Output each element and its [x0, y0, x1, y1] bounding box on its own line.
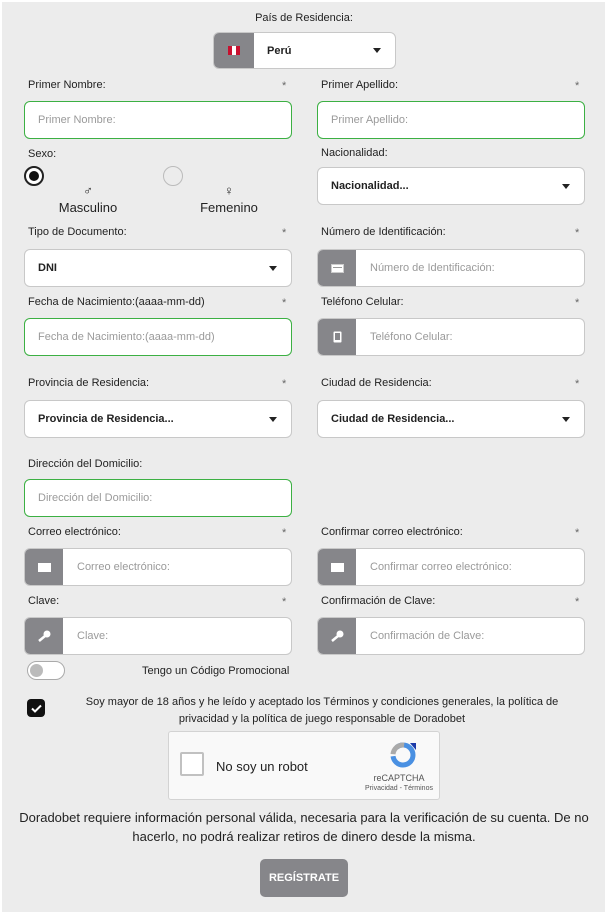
- fecha-nacimiento-field[interactable]: [24, 318, 292, 356]
- peru-flag-icon: [214, 33, 254, 68]
- tipo-documento-value: DNI: [38, 262, 57, 274]
- numero-identificacion-required-mark: *: [575, 227, 580, 239]
- confirmacion-clave-input[interactable]: [356, 618, 584, 654]
- register-button[interactable]: REGÍSTRATE: [260, 859, 348, 897]
- envelope-icon: [25, 549, 63, 585]
- recaptcha-label: No soy un robot: [216, 759, 308, 774]
- primer-nombre-label: Primer Nombre:: [28, 79, 106, 91]
- id-card-icon: [318, 250, 356, 286]
- country-select[interactable]: [213, 32, 396, 69]
- clave-field[interactable]: [24, 617, 292, 655]
- radio-masculino[interactable]: [24, 166, 44, 186]
- chevron-down-icon: [269, 266, 277, 271]
- chevron-down-icon: [562, 184, 570, 189]
- primer-apellido-required-mark: *: [575, 80, 580, 92]
- fecha-nacimiento-input[interactable]: [25, 319, 291, 355]
- sex-label: Sexo:: [28, 148, 57, 160]
- confirmacion-clave-required-mark: *: [575, 596, 580, 608]
- terms-text: [82, 694, 562, 728]
- primer-apellido-input[interactable]: [318, 102, 584, 138]
- notice-line-1: Doradobet requiere información personal válida, necesaria para la verificación de su cuenta. De no: [19, 810, 589, 825]
- confirmacion-clave-field[interactable]: [317, 617, 585, 655]
- numero-identificacion-field[interactable]: [317, 249, 585, 287]
- numero-identificacion-label: Número de Identificación:: [321, 226, 446, 238]
- envelope-icon: [318, 549, 356, 585]
- provincia-value: Provincia de Residencia...: [38, 413, 174, 425]
- ciudad-value: Ciudad de Residencia...: [331, 413, 455, 425]
- confirmar-correo-field[interactable]: [317, 548, 585, 586]
- numero-identificacion-input[interactable]: [356, 250, 584, 286]
- tipo-documento-label: Tipo de Documento:: [28, 226, 127, 238]
- clave-required-mark: *: [282, 596, 287, 608]
- recaptcha-links[interactable]: Privacidad - Términos: [365, 785, 433, 792]
- direccion-label: Dirección del Domicilio:: [28, 458, 143, 470]
- radio-femenino[interactable]: [163, 166, 183, 186]
- fecha-nacimiento-label: Fecha de Nacimiento:(aaaa-mm-dd): [28, 296, 205, 308]
- country-value: Perú: [267, 44, 292, 57]
- phone-icon: [318, 319, 356, 355]
- telefono-celular-field[interactable]: [317, 318, 585, 356]
- clave-label: Clave:: [28, 595, 60, 607]
- nacionalidad-value: Nacionalidad...: [331, 180, 409, 192]
- confirmar-correo-label: Confirmar correo electrónico:: [321, 526, 463, 538]
- chevron-down-icon: [562, 417, 570, 422]
- tipo-documento-select[interactable]: [24, 249, 292, 287]
- direccion-field[interactable]: [24, 479, 292, 517]
- terms-checkbox[interactable]: [27, 699, 45, 717]
- confirmar-correo-required-mark: *: [575, 527, 580, 539]
- recaptcha-widget: [168, 731, 440, 800]
- telefono-celular-label: Teléfono Celular:: [321, 296, 404, 308]
- male-icon: ♂: [83, 183, 93, 198]
- key-icon: [318, 618, 356, 654]
- nacionalidad-select[interactable]: [317, 167, 585, 205]
- primer-nombre-required-mark: *: [282, 80, 287, 92]
- terms-line-1: Soy mayor de 18 años y he leído y aceptado los Términos y condiciones generales, la política de: [85, 696, 559, 708]
- notice-text: [10, 808, 598, 846]
- promo-toggle[interactable]: [27, 661, 65, 680]
- telefono-celular-input[interactable]: [356, 319, 584, 355]
- telefono-celular-required-mark: *: [575, 297, 580, 309]
- female-icon: ♀: [224, 183, 234, 198]
- terms-line-2: privacidad y la política de juego responsable de Doradobet: [178, 713, 466, 725]
- correo-required-mark: *: [282, 527, 287, 539]
- provincia-required-mark: *: [282, 378, 287, 390]
- clave-input[interactable]: [63, 618, 291, 654]
- correo-label: Correo electrónico:: [28, 526, 121, 538]
- ciudad-label: Ciudad de Residencia:: [321, 377, 432, 389]
- provincia-label: Provincia de Residencia:: [28, 377, 150, 389]
- recaptcha-logo-icon: [390, 741, 416, 769]
- female-label: Femenino: [200, 200, 258, 215]
- notice-line-2: hacerlo, no podrá realizar retiros de dinero desde la misma.: [132, 829, 476, 844]
- fecha-nacimiento-required-mark: *: [282, 297, 287, 309]
- provincia-select[interactable]: [24, 400, 292, 438]
- primer-nombre-field[interactable]: [24, 101, 292, 139]
- confirmacion-clave-label: Confirmación de Clave:: [321, 595, 436, 607]
- tipo-documento-required-mark: *: [282, 227, 287, 239]
- confirmar-correo-input[interactable]: [356, 549, 584, 585]
- correo-field[interactable]: [24, 548, 292, 586]
- primer-apellido-field[interactable]: [317, 101, 585, 139]
- promo-label: Tengo un Código Promocional: [142, 665, 290, 677]
- recaptcha-brand: reCAPTCHA: [373, 773, 425, 783]
- country-label: País de Residencia:: [255, 12, 353, 24]
- correo-input[interactable]: [63, 549, 291, 585]
- chevron-down-icon: [373, 48, 381, 53]
- direccion-input[interactable]: [25, 480, 291, 516]
- primer-apellido-label: Primer Apellido:: [321, 79, 399, 91]
- nacionalidad-label: Nacionalidad:: [321, 147, 388, 159]
- primer-nombre-input[interactable]: [25, 102, 291, 138]
- recaptcha-checkbox[interactable]: [180, 752, 204, 776]
- chevron-down-icon: [269, 417, 277, 422]
- ciudad-select[interactable]: [317, 400, 585, 438]
- ciudad-required-mark: *: [575, 378, 580, 390]
- key-icon: [25, 618, 63, 654]
- check-icon: [31, 704, 42, 713]
- male-label: Masculino: [58, 200, 118, 215]
